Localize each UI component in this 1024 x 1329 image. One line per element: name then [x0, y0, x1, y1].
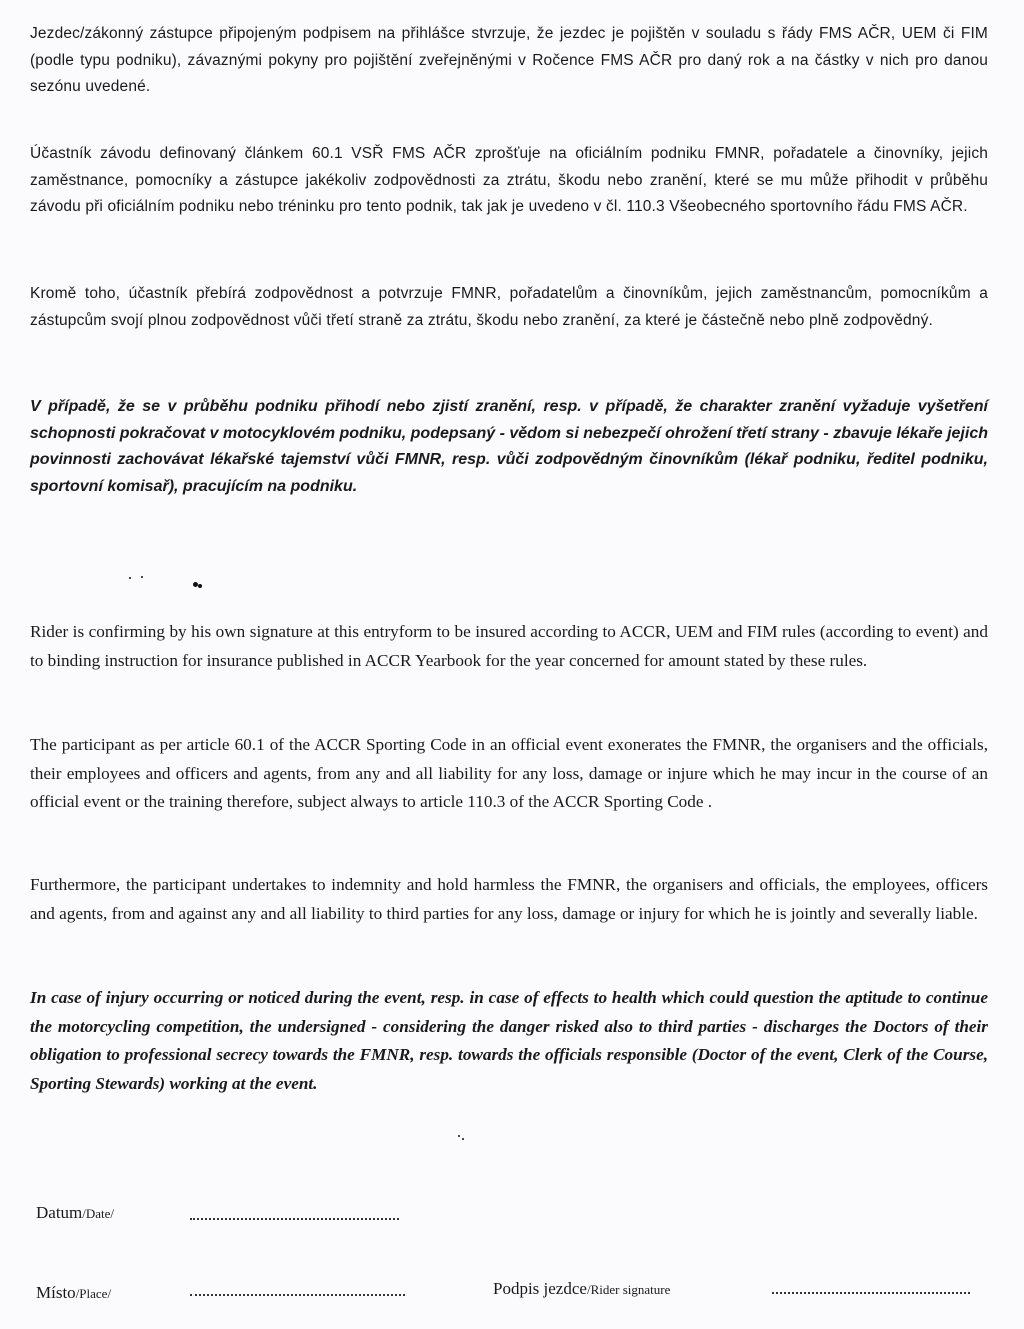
scan-speck — [462, 1138, 464, 1140]
scan-speck — [129, 577, 131, 579]
place-label-cz: Místo — [36, 1283, 76, 1302]
signature-field-label — [493, 1279, 670, 1299]
signature-label-cz: Podpis jezdce — [493, 1279, 587, 1298]
signature-label-en: /Rider signature — [586, 1282, 671, 1297]
scan-speck — [198, 584, 202, 588]
scan-speck — [458, 1135, 460, 1137]
paragraph-en-insurance: Rider is confirming by his own signature at this entryform to be insured according to ACCR, UEM and FIM rules (according to event) and to binding instruction for insurance published in ACCR Yearbook for the year concerned for amount stated by these rules. — [30, 622, 988, 670]
date-label-cz: Datum — [36, 1203, 83, 1222]
paragraph-en-medical-secrecy: In case of injury occurring or noticed during the event, resp. in case of effects to health which could question the aptitude to continue the motorcycling competition, the undersigned - considering the danger risked also to third parties - discharges the Doctors of their obligation to professional secrecy towards the FMNR, resp. towards the officials responsible (Doctor of the event, Clerk of the Course, Sporting Stewards) working at the event. — [30, 988, 988, 1093]
scan-speck — [141, 576, 143, 578]
paragraph-cz-liability-waiver: Účastník závodu definovaný článkem 60.1 VSŘ FMS AČR zprošťuje na oficiálním podniku FMNR, pořadatele a činovníky, jejich zaměstnance, pomocníky a zástupce jakékoliv zodpovědnosti za ztrátu, škodu nebo zranění, které se mu může přihodit v průběhu závodu při oficiálním podniku nebo tréninku pro tento podnik, tak jak je uvedeno v čl. 110.3 Všeobecného sportovního řádu FMS AČR. — [30, 145, 988, 216]
paragraph-cz-insurance: Jezdec/zákonný zástupce připojeným podpisem na přihlášce stvrzuje, že jezdec je pojištěn v souladu s řády FMS AČR, UEM či FIM (podle typu podniku), závaznými pokyny pro pojištění zveřejněnými v Ročence FMS AČR pro daný rok a na částky v nich pro danou sezónu uvedené. — [30, 25, 988, 96]
date-label-en: /Date/ — [82, 1206, 115, 1221]
date-field[interactable] — [190, 1218, 399, 1220]
place-field[interactable] — [190, 1294, 405, 1296]
signature-field[interactable] — [772, 1292, 970, 1294]
place-label-en: /Place/ — [75, 1286, 112, 1301]
paragraph-cz-medical-secrecy: V případě, že se v průběhu podniku přihodí nebo zjistí zranění, resp. v případě, že charakter zranění vyžaduje vyšetření schopnosti pokračovat v motocyklovém podniku, podepsaný - vědom si nebezpečí ohrožení třetí strany - zbavuje lékaře jejich povinnosti zachovávat lékařské tajemství vůči FMNR, resp. vůči zodpovědným činovníkům (lékař podniku, ředitel podniku, sportovní komisař), pracujícím na podniku. — [30, 398, 988, 495]
paragraph-en-liability-waiver: The participant as per article 60.1 of the ACCR Sporting Code in an official event exonerates the FMNR, the organisers and the officials, their employees and officers and agents, from any and all liability for any loss, damage or injure which he may incur in the course of an official event or the training therefore, subject always to article 110.3 of the ACCR Sporting Code . — [30, 735, 988, 811]
paragraph-cz-third-party-liability: Kromě toho, účastník přebírá zodpovědnost a potvrzuje FMNR, pořadatelům a činovníkům, jejich zaměstnancům, pomocníkům a zástupcům svojí plnou zodpovědnost vůči třetí straně za ztrátu, škodu nebo zranění, za které je částečně nebo plně zodpovědný. — [30, 285, 988, 329]
place-field-label — [36, 1283, 111, 1303]
paragraph-en-third-party-liability: Furthermore, the participant undertakes to indemnity and hold harmless the FMNR, the organisers and officials, the employees, officers and agents, from and against any and all liability to third parties for any loss, damage or injury for which he is jointly and severally liable. — [30, 875, 988, 923]
date-field-label — [36, 1203, 114, 1223]
